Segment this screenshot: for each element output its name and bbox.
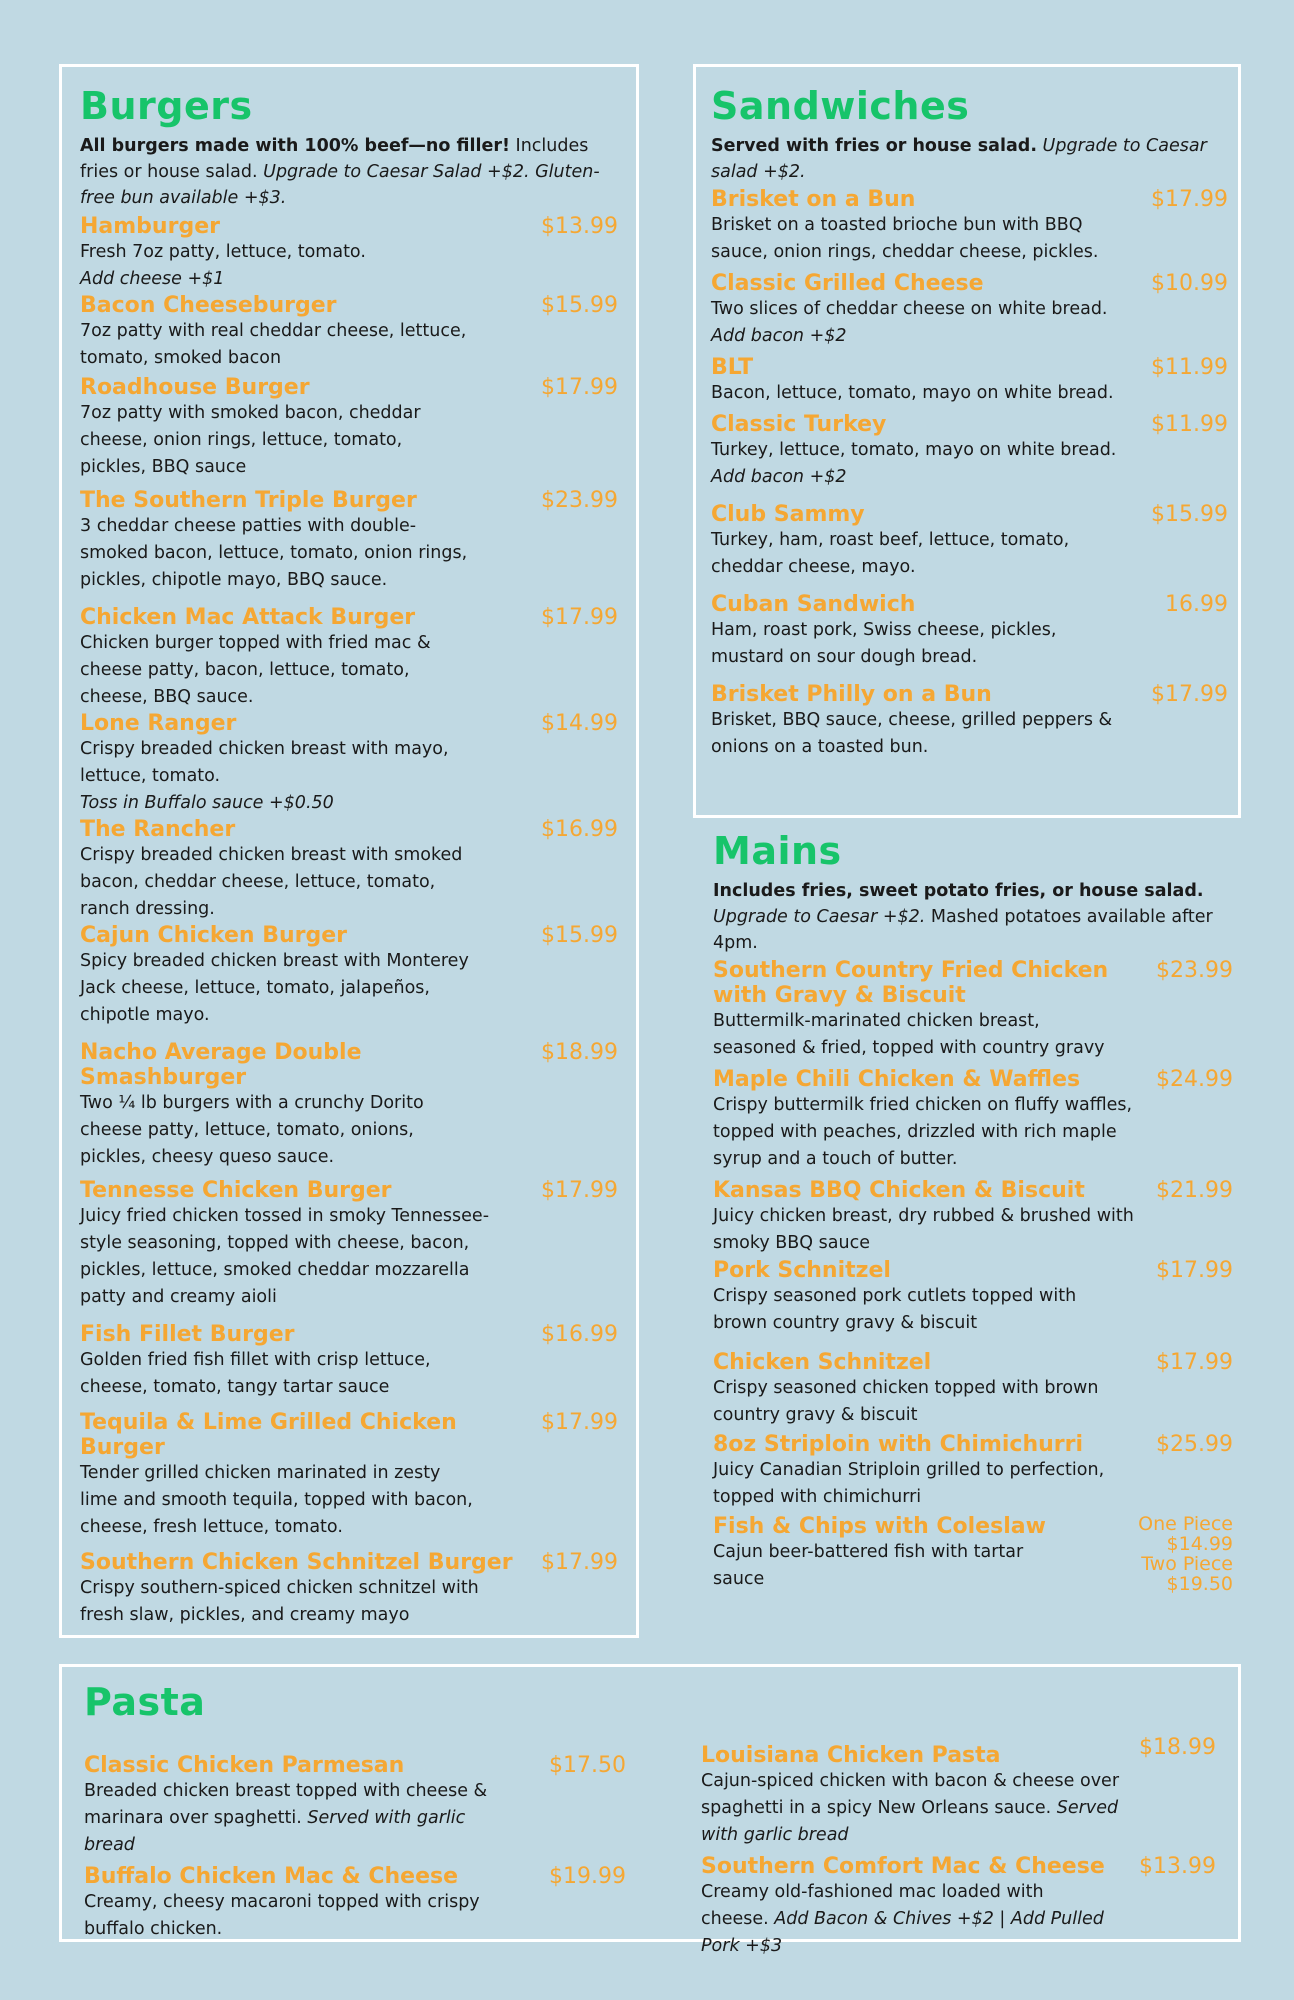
item-price: $23.99 xyxy=(1156,958,1233,983)
item-price: $13.99 xyxy=(541,214,618,239)
item-desc: Brisket on a toasted brioche bun with BBQ sauce, onion rings, cheddar cheese, pickles. xyxy=(711,215,1099,262)
item-price: $16.99 xyxy=(541,1322,618,1347)
item-desc: Two ¼ lb burgers with a crunchy Dorito cheese patty, lettuce, tomato, onions, pickles, cheesy queso sauce. xyxy=(80,1093,424,1167)
sandwiches-title: Sandwiches xyxy=(711,84,970,128)
sandwiches-intro-bold: Served with fries or house salad. xyxy=(711,136,1037,156)
item-name: Buffalo Chicken Mac & Cheese xyxy=(84,1864,459,1889)
item-note: Add Bacon & Chives +$2 | Add Pulled Pork +$3 xyxy=(701,1909,1104,1956)
item-name: BLT xyxy=(711,355,754,380)
sandwiches-intro xyxy=(711,133,1221,185)
item-name: Southern Comfort Mac & Cheese xyxy=(701,1854,1105,1879)
item-price: $17.99 xyxy=(1151,187,1228,212)
item-desc xyxy=(701,1768,1121,1849)
item-desc: 7oz patty with real cheddar cheese, lettuce, tomato, smoked bacon xyxy=(80,321,467,368)
item-desc: Bacon, lettuce, tomato, mayo on white bread. xyxy=(711,383,1114,403)
mains-section xyxy=(698,828,1243,1638)
item-name: Lone Ranger xyxy=(80,711,237,736)
menu-item xyxy=(80,711,618,817)
item-name: Classic Grilled Cheese xyxy=(711,271,984,296)
item-desc: Ham, roast pork, Swiss cheese, pickles, mustard on sour dough bread. xyxy=(711,620,1057,667)
burgers-intro-bold: All burgers made with 100% beef—no filler! xyxy=(80,136,510,156)
item-name: Southern Country Fried Chicken with Gravy & Biscuit xyxy=(713,958,1109,1008)
pasta-title: Pasta xyxy=(84,1680,206,1724)
price-label: Two Piece xyxy=(1141,1553,1233,1575)
menu-item xyxy=(84,1864,626,1943)
item-price: $17.99 xyxy=(541,1410,618,1435)
item-desc: Crispy breaded chicken breast with smoked bacon, cheddar cheese, lettuce, tomato, ranch dressing. xyxy=(80,845,463,919)
item-desc: Crispy seasoned pork cutlets topped with brown country gravy & biscuit xyxy=(713,1286,1077,1333)
item-desc: Juicy Canadian Striploin grilled to perfection, topped with chimichurri xyxy=(713,1460,1105,1507)
item-desc: Chicken burger topped with fried mac & cheese patty, bacon, lettuce, tomato, cheese, BBQ sauce. xyxy=(80,633,431,707)
item-name: Brisket on a Bun xyxy=(711,187,916,212)
item-desc xyxy=(701,1879,1111,1960)
item-price: 16.99 xyxy=(1165,592,1228,617)
menu-item xyxy=(713,1350,1233,1429)
price-label: One Piece xyxy=(1138,1513,1233,1535)
item-name: Nacho Average Double Smashburger xyxy=(80,1040,362,1090)
menu-item xyxy=(713,1514,1233,1594)
item-name: Kansas BBQ Chicken & Biscuit xyxy=(713,1178,1085,1203)
item-desc xyxy=(711,296,1121,350)
burgers-section xyxy=(59,64,639,1638)
menu-item xyxy=(80,605,618,711)
item-name: Classic Turkey xyxy=(711,412,887,437)
item-price: $17.99 xyxy=(541,375,618,400)
item-note: Toss in Buffalo sauce +$0.50 xyxy=(80,793,334,813)
menu-item xyxy=(701,1854,1216,1960)
menu-item xyxy=(80,293,618,372)
menu-item xyxy=(80,1322,618,1401)
item-name: Classic Chicken Parmesan xyxy=(84,1753,405,1778)
pasta-col-right xyxy=(701,1683,1216,1960)
item-desc xyxy=(711,437,1121,491)
item-note: Add bacon +$2 xyxy=(711,467,847,487)
sandwiches-intro-italic: Upgrade to Caesar salad +$2. xyxy=(711,136,1207,182)
menu-item xyxy=(80,923,618,1029)
menu-item xyxy=(80,488,618,594)
item-name: Hamburger xyxy=(80,214,220,239)
item-name: Roadhouse Burger xyxy=(80,375,310,400)
item-desc-text: Creamy old-fashioned mac loaded with cheese. xyxy=(701,1882,1044,1929)
mains-intro-text: Mashed potatoes available after 4pm. xyxy=(713,907,1213,953)
item-price: $18.99 xyxy=(541,1040,618,1065)
item-desc: Golden fried fish fillet with crisp lettuce, cheese, tomato, tangy tartar sauce xyxy=(80,1350,431,1397)
item-price: $15.99 xyxy=(541,293,618,318)
menu-item xyxy=(711,502,1228,581)
item-desc-text: Breaded chicken breast topped with cheese & marinara over spaghetti. xyxy=(84,1781,488,1828)
menu-item xyxy=(80,1040,618,1171)
item-name: Southern Chicken Schnitzel Burger xyxy=(80,1550,513,1575)
item-name: Maple Chili Chicken & Waffles xyxy=(713,1067,1081,1092)
pasta-section xyxy=(59,1664,1241,1956)
item-price: $19.50 xyxy=(1166,1573,1233,1595)
menu-item xyxy=(713,1432,1233,1511)
item-price: $23.99 xyxy=(541,488,618,513)
item-price: $14.99 xyxy=(541,711,618,736)
menu-item xyxy=(713,1178,1233,1257)
menu-item xyxy=(711,271,1228,350)
menu-item xyxy=(711,682,1228,761)
item-price: $21.99 xyxy=(1156,1178,1233,1203)
item-price: $11.99 xyxy=(1151,355,1228,380)
item-name: The Southern Triple Burger xyxy=(80,488,417,513)
item-name: Chicken Schnitzel xyxy=(713,1350,932,1375)
item-name: Tequila & Lime Grilled Chicken Burger xyxy=(80,1410,457,1460)
item-desc: Juicy fried chicken tossed in smoky Tennessee-style seasoning, topped with cheese, bacon, pickles, lettuce, smoked cheddar mozzarella patty and creamy aioli xyxy=(80,1206,490,1307)
item-name: 8oz Striploin with Chimichurri xyxy=(713,1432,1084,1457)
item-desc: Brisket, BBQ sauce, cheese, grilled peppers & onions on a toasted bun. xyxy=(711,710,1113,757)
menu-item xyxy=(711,592,1228,671)
item-name: Brisket Philly on a Bun xyxy=(711,682,992,707)
item-desc: Fresh 7oz patty, lettuce, tomato. xyxy=(80,242,366,262)
item-price: $18.99 xyxy=(1139,1735,1216,1760)
item-price: $17.99 xyxy=(541,1550,618,1575)
item-price: $13.99 xyxy=(1139,1854,1216,1879)
item-desc: Crispy breaded chicken breast with mayo, lettuce, tomato. xyxy=(80,739,449,786)
item-desc: Juicy chicken breast, dry rubbed & brushed with smoky BBQ sauce xyxy=(713,1206,1134,1253)
mains-intro xyxy=(713,878,1228,956)
menu-item xyxy=(701,1735,1216,1849)
burgers-intro-italic: Upgrade to Caesar Salad +$2. Gluten-free bun available +$3. xyxy=(80,162,600,208)
item-price: $19.99 xyxy=(549,1864,626,1889)
item-name: Bacon Cheeseburger xyxy=(80,293,337,318)
item-price: $17.99 xyxy=(541,1178,618,1203)
item-desc: Cajun beer-battered fish with tartar sauce xyxy=(713,1542,1024,1589)
mains-intro-italic: Upgrade to Caesar +$2. xyxy=(713,907,926,927)
item-price: $25.99 xyxy=(1156,1432,1233,1457)
item-price: $17.99 xyxy=(1156,1258,1233,1283)
item-name: Fish Fillet Burger xyxy=(80,1322,295,1347)
item-name: Cajun Chicken Burger xyxy=(80,923,347,948)
item-price: $17.99 xyxy=(1151,682,1228,707)
item-desc: Crispy seasoned chicken topped with brown country gravy & biscuit xyxy=(713,1378,1099,1425)
item-price: $17.99 xyxy=(1156,1350,1233,1375)
menu-item xyxy=(80,1550,618,1629)
mains-intro-bold: Includes fries, sweet potato fries, or house salad. xyxy=(713,881,1204,901)
item-name: Cuban Sandwich xyxy=(711,592,916,617)
menu-item xyxy=(711,412,1228,491)
menu-item xyxy=(711,187,1228,266)
menu-item xyxy=(80,214,618,293)
item-name: Fish & Chips with Coleslaw xyxy=(713,1514,1046,1539)
item-name: Tennesse Chicken Burger xyxy=(80,1178,392,1203)
item-price: $24.99 xyxy=(1156,1067,1233,1092)
item-desc: 3 cheddar cheese patties with double-smoked bacon, lettuce, tomato, onion rings, pickles, chipotle mayo, BBQ sauce. xyxy=(80,516,468,590)
item-note: Served with garlic bread xyxy=(701,1798,1119,1845)
pasta-col-left xyxy=(84,1683,626,1960)
menu-item xyxy=(80,817,618,923)
menu-item xyxy=(80,1410,618,1541)
item-name: The Rancher xyxy=(80,817,236,842)
pasta-columns xyxy=(84,1683,1216,1960)
item-note: Add bacon +$2 xyxy=(711,326,847,346)
item-desc-text: Cajun-spiced chicken with bacon & cheese over spaghetti in a spicy New Orleans sauce. xyxy=(701,1771,1120,1818)
burgers-title: Burgers xyxy=(80,84,253,128)
item-name: Pork Schnitzel xyxy=(713,1258,891,1283)
item-desc: 7oz patty with smoked bacon, cheddar cheese, onion rings, lettuce, tomato, pickles, BBQ sauce xyxy=(80,403,421,477)
menu-item xyxy=(84,1753,626,1859)
item-name: Louisiana Chicken Pasta xyxy=(701,1743,1001,1768)
menu-item xyxy=(713,958,1233,1062)
item-desc: Crispy buttermilk fried chicken on fluffy waffles, topped with peaches, drizzled with rich maple syrup and a touch of butter. xyxy=(713,1095,1133,1169)
item-desc: Spicy breaded chicken breast with Monterey Jack cheese, lettuce, tomato, jalapeños, chipotle mayo. xyxy=(80,951,469,1025)
item-price: $17.99 xyxy=(541,605,618,630)
item-price: $11.99 xyxy=(1151,412,1228,437)
menu-item xyxy=(80,375,618,481)
item-name: Chicken Mac Attack Burger xyxy=(80,605,416,630)
item-desc-text: Two slices of cheddar cheese on white bread. xyxy=(711,299,1108,319)
sandwiches-section xyxy=(693,64,1241,818)
item-desc: Tender grilled chicken marinated in zesty lime and smooth tequila, topped with bacon, cheese, fresh lettuce, tomato. xyxy=(80,1463,473,1537)
item-desc xyxy=(84,1778,504,1859)
multi-price xyxy=(1138,1514,1233,1594)
item-name: Club Sammy xyxy=(711,502,865,527)
item-price: $14.99 xyxy=(1166,1533,1233,1555)
item-desc: Crispy southern-spiced chicken schnitzel with fresh slaw, pickles, and creamy mayo xyxy=(80,1578,479,1625)
item-price: $16.99 xyxy=(541,817,618,842)
item-price: $17.50 xyxy=(549,1753,626,1778)
item-price: $15.99 xyxy=(1151,502,1228,527)
mains-title: Mains xyxy=(713,829,842,873)
menu-item xyxy=(711,355,1228,407)
item-note: Served with garlic bread xyxy=(84,1808,466,1855)
item-price: $15.99 xyxy=(541,923,618,948)
item-desc: Creamy, cheesy macaroni topped with crispy buffalo chicken. xyxy=(84,1892,480,1939)
menu-item xyxy=(713,1258,1233,1337)
item-desc-text: Turkey, lettuce, tomato, mayo on white bread. xyxy=(711,440,1117,460)
menu-item xyxy=(713,1067,1233,1173)
item-note: Add cheese +$1 xyxy=(80,269,225,289)
burgers-intro xyxy=(80,133,618,211)
item-price: $10.99 xyxy=(1151,271,1228,296)
item-desc: Turkey, ham, roast beef, lettuce, tomato, cheddar cheese, mayo. xyxy=(711,530,1070,577)
burgers-intro-text: Includes fries or house salad. xyxy=(80,136,589,182)
menu-item xyxy=(80,1178,618,1311)
item-desc: Buttermilk-marinated chicken breast, seasoned & fried, topped with country gravy xyxy=(713,1011,1105,1058)
